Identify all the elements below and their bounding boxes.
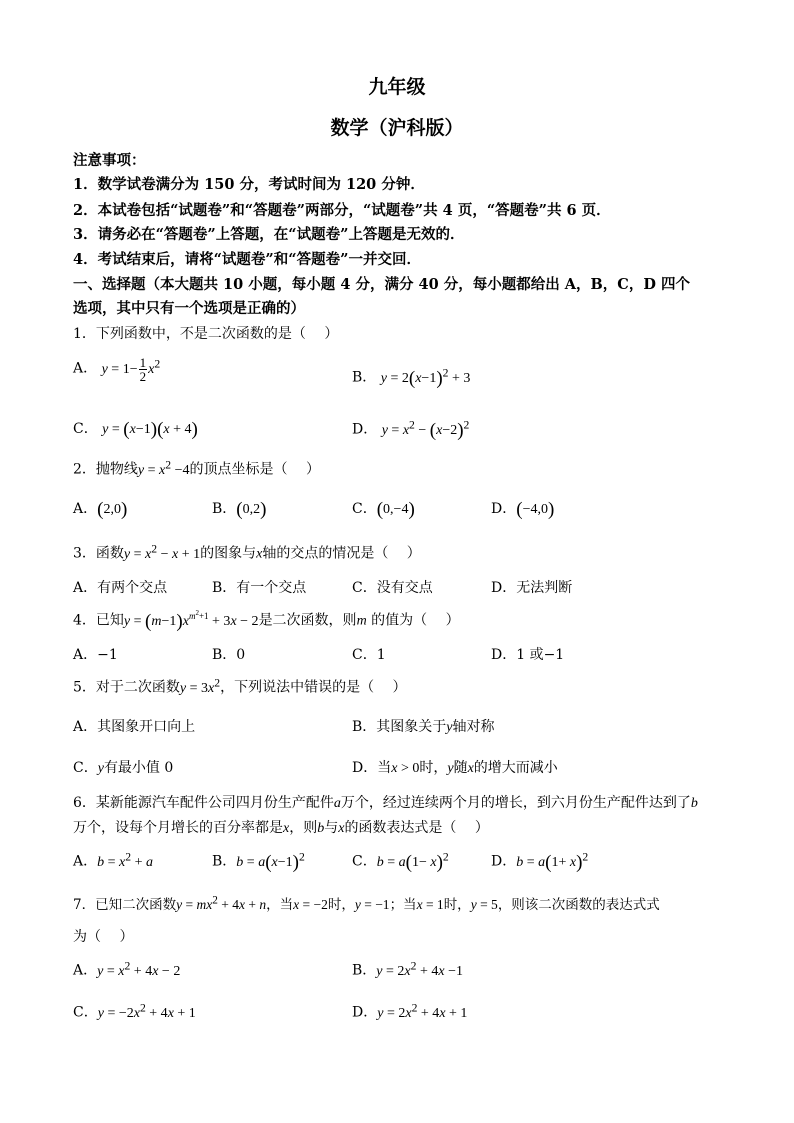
question-7-option-c (73, 1001, 196, 1022)
formula: y = −1 (354, 897, 390, 912)
option-text: 随 (453, 760, 468, 776)
question-1-option-c (73, 418, 198, 441)
stem-text: ，则该二次函数的表达式式 (497, 897, 660, 913)
option-text: 有最小值 0 (103, 760, 174, 776)
formula: $b = a(1- x)^2$ (376, 850, 449, 873)
question-6-stem-line2 (73, 817, 489, 837)
stem-text: 的值为（ ） (366, 612, 460, 629)
option-label: A． (73, 853, 98, 870)
notice-item-1: 1．数学试卷满分为 150 分，考试时间为 120 分钟． (73, 176, 425, 193)
stem-text: 时， (443, 897, 471, 913)
formula: (−4,0) (516, 499, 555, 520)
option-label: A． (73, 962, 98, 979)
stem-text: 7．已知二次函数 (73, 897, 177, 913)
stem-text: ，下列说法中错误的是（ ） (220, 679, 407, 696)
formula: y = 5 (470, 897, 498, 912)
question-2-option-a (73, 498, 127, 521)
stem-text: 的图象与 (200, 545, 257, 562)
question-2-option-d (491, 498, 554, 521)
var-y: y (446, 720, 453, 735)
question-1-option-b (352, 366, 470, 390)
formula: $y = 2(x-1)^2 + 3$ (380, 366, 471, 389)
question-7-option-a (73, 959, 180, 980)
question-3-stem (73, 542, 421, 563)
question-1-stem: 1．下列函数中，不是二次函数的是（ ） (73, 326, 339, 342)
option-text: 时， (419, 760, 448, 776)
page-subtitle: 数学（沪科版） (330, 117, 464, 139)
question-5-stem (73, 676, 407, 697)
var-x: x (467, 761, 474, 776)
formula: x = 1 (416, 897, 444, 912)
stem-text: ；当 (389, 897, 417, 913)
formula: $y = 2x^2 + 4x -1$ (376, 959, 463, 979)
formula: $y = -2x^2 + 4x + 1$ (97, 1001, 196, 1021)
stem-text: 6．某新能源汽车配件公司四月份生产配件 (73, 795, 334, 811)
formula: $b = a(1+ x)^2$ (516, 850, 589, 873)
var-y: y (447, 761, 454, 776)
formula: (0,−4) (376, 499, 415, 520)
question-5-option-b (352, 716, 495, 736)
question-4-stem (73, 609, 460, 633)
option-text: C． (73, 760, 98, 776)
var-a: a (333, 796, 341, 811)
stem-text: 的函数表达式是（ ） (344, 820, 489, 836)
question-7-option-d (352, 1001, 467, 1022)
question-3-option-a: A．有两个交点 (73, 580, 168, 596)
option-text: 轴对称 (452, 719, 495, 735)
notice-heading: 注意事项： (73, 152, 146, 169)
var-y: y (97, 761, 104, 776)
question-7-stem-line2: 为（ ） (73, 929, 134, 945)
option-text: 的增大而减小 (473, 760, 558, 776)
option-label: B． (212, 853, 237, 870)
formula: $b = a(x-1)^2$ (236, 850, 305, 873)
option-text: D．当 (352, 760, 392, 776)
var-m: m (356, 613, 367, 629)
question-7-option-b (352, 959, 463, 980)
stem-text: 4．已知 (73, 612, 124, 629)
var-b: b (317, 821, 325, 836)
var-b: b (690, 796, 698, 811)
formula: x = −2 (293, 897, 328, 912)
formula: $y = (m-1)x^{m^2+1} + 3x - 2$ (123, 609, 259, 632)
option-label: B． (212, 501, 237, 517)
option-label: B． (352, 962, 377, 979)
stem-text: 万个，设每个月增长的百分率都是 (73, 820, 283, 836)
question-2-option-c (352, 498, 415, 521)
question-5-option-a: A．其图象开口向上 (73, 719, 196, 735)
option-label: B． (352, 369, 377, 386)
stem-text: 5．对于二次函数 (73, 679, 180, 696)
question-6-stem-line1 (73, 792, 698, 812)
option-label: D． (491, 853, 517, 870)
stem-text: 的顶点坐标是（ ） (189, 461, 320, 478)
question-2-option-b (212, 498, 266, 521)
stem-text: 轴的交点的情况是（ ） (262, 545, 421, 562)
question-4-option-b: B．0 (212, 647, 246, 663)
formula: (2,0) (97, 499, 128, 520)
option-label: D． (491, 501, 517, 517)
question-5-option-d (352, 757, 558, 777)
question-3-option-d: D．无法判断 (491, 580, 573, 596)
question-6-option-a (73, 850, 153, 871)
question-7-stem-line1 (73, 893, 660, 913)
question-3-option-b: B．有一个交点 (212, 580, 307, 596)
formula: $y = 3x^2$ (179, 676, 221, 696)
option-label: C． (352, 853, 377, 870)
stem-text: ，则 (289, 820, 318, 836)
formula: $y = x^2 - x + 1$ (123, 542, 201, 562)
stem-text: 2．抛物线 (73, 461, 138, 478)
stem-text: 时， (327, 897, 355, 913)
formula: $y = x^2 -4$ (137, 458, 190, 478)
stem-text: 3．函数 (73, 545, 124, 562)
question-1-option-a (73, 356, 160, 383)
option-label: A． (73, 501, 98, 517)
notice-item-3: 3．请务必在“答题卷”上答题，在“试题卷”上答题是无效的． (73, 226, 465, 243)
section-heading-line1: 一、选择题（本大题共 10 小题，每小题 4 分，满分 40 分，每小题都给出 A，B，C，D 四个 (73, 276, 690, 293)
formula: x > 0 (391, 761, 420, 776)
option-text: B．其图象关于 (352, 719, 447, 735)
formula: y = (x−1)(x + 4) (102, 419, 198, 440)
page-title: 九年级 (368, 76, 426, 98)
option-label: D． (352, 421, 378, 438)
section-heading-line2: 选项，其中只有一个选项是正确的） (73, 300, 305, 317)
notice-item-4: 4．考试结束后，请将“试题卷”和“答题卷”一并交回． (73, 251, 421, 268)
formula: y = 1− $\frac{1}{2}$ $x^2$ (101, 355, 161, 384)
question-3-option-c: C．没有交点 (352, 580, 433, 596)
option-label: A． (73, 360, 98, 377)
stem-text: 与 (324, 820, 339, 836)
question-2-stem (73, 458, 320, 479)
question-6-option-c (352, 850, 449, 874)
question-4-option-a: A．−1 (73, 647, 118, 663)
stem-text: 是二次函数，则 (258, 612, 357, 629)
var-x: x (256, 546, 263, 562)
stem-text: 万个，经过连续两个月的增长，到六月份生产配件达到了 (340, 795, 691, 811)
notice-item-2: 2．本试卷包括“试题卷”和“答题卷”两部分，“试题卷”共 4 页，“答题卷”共 6 页． (73, 202, 611, 219)
var-x: x (283, 821, 290, 836)
question-6-option-d (491, 850, 588, 874)
option-label: D． (352, 1004, 378, 1021)
formula: $y = 2x^2 + 4x + 1$ (377, 1001, 468, 1021)
formula: $y = x^2 - (x-2)^2$ (381, 418, 470, 441)
option-label: C． (73, 421, 98, 437)
option-label: C． (352, 501, 377, 517)
formula: (0,2) (236, 499, 267, 520)
formula: $b = x^2 + a$ (97, 850, 153, 870)
option-label: C． (73, 1004, 98, 1021)
stem-text: ，当 (266, 897, 294, 913)
question-5-option-c (73, 757, 173, 777)
question-6-option-b (212, 850, 305, 874)
var-x: x (338, 821, 345, 836)
formula: $y = mx^2 + 4x + n$ (176, 894, 267, 912)
formula: $y = x^2 + 4x - 2$ (97, 959, 181, 979)
question-4-option-d: D．1 或−1 (491, 647, 565, 663)
question-4-option-c: C．1 (352, 647, 386, 663)
question-1-option-d (352, 418, 469, 442)
